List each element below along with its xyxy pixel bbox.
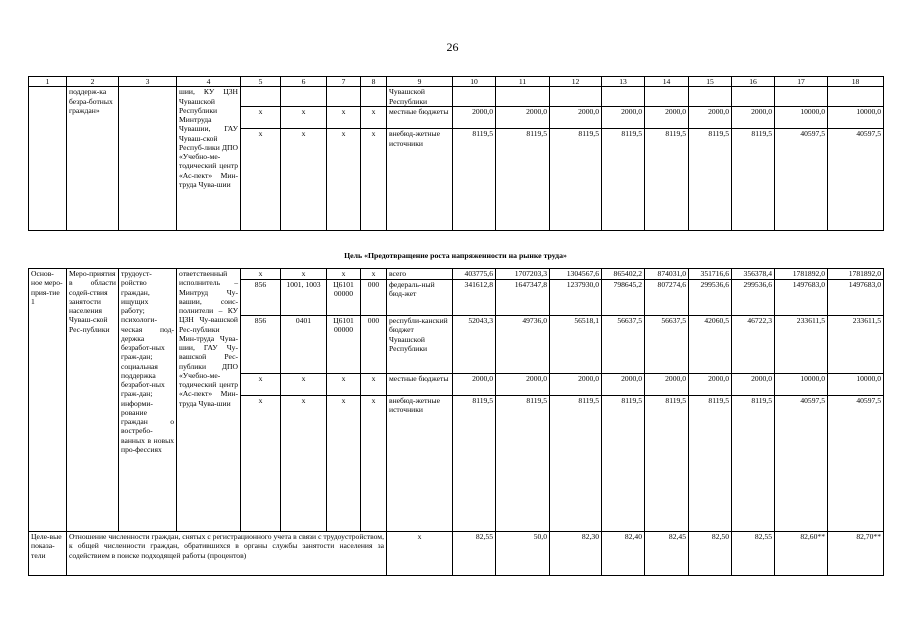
value-cell: 1497683,0 (775, 280, 828, 316)
col-header: 3 (119, 77, 177, 87)
value-cell: 82,70** (828, 532, 884, 576)
value-cell: 233611,5 (775, 316, 828, 374)
col-header: 7 (327, 77, 361, 87)
col-header: 17 (775, 77, 828, 87)
cell: х (241, 129, 281, 231)
value-cell: 8119,5 (689, 129, 732, 231)
value-cell (732, 87, 775, 107)
value-cell: 2000,0 (645, 107, 689, 129)
cell: х (361, 396, 387, 532)
value-cell: 82,30 (550, 532, 602, 576)
value-cell: 82,50 (689, 532, 732, 576)
cell: 000 (361, 316, 387, 374)
value-cell (775, 87, 828, 107)
cell: х (361, 269, 387, 280)
col-header: 11 (496, 77, 550, 87)
value-cell: 52043,3 (453, 316, 496, 374)
value-cell: 10000,0 (828, 374, 884, 396)
value-cell (496, 87, 550, 107)
value-cell: 40597,5 (828, 129, 884, 231)
value-cell: 40597,5 (775, 129, 828, 231)
col-header: 6 (281, 77, 327, 87)
col-header: 15 (689, 77, 732, 87)
cell (281, 87, 327, 107)
value-cell: 2000,0 (453, 107, 496, 129)
measure-name: Меро-приятия в области содей-ствия занятости населения Чуваш-ской Рес-публики (67, 269, 119, 532)
cell: х (387, 532, 453, 576)
col-header: 8 (361, 77, 387, 87)
value-cell: 2000,0 (496, 107, 550, 129)
funding-source: Чувашской Республики (387, 87, 453, 107)
measure-name: поддерж-ка безра-ботных граждан» (67, 87, 119, 231)
value-cell: 40597,5 (775, 396, 828, 532)
value-cell: 865402,2 (602, 269, 645, 280)
value-cell: 798645,2 (602, 280, 645, 316)
funding-source: федераль-ный бюд-жет (387, 280, 453, 316)
value-cell: 2000,0 (550, 374, 602, 396)
value-cell: 299536,6 (689, 280, 732, 316)
value-cell: 49736,0 (496, 316, 550, 374)
cell (327, 87, 361, 107)
cell: х (327, 396, 361, 532)
col-header: 13 (602, 77, 645, 87)
cell (241, 87, 281, 107)
col-header: 18 (828, 77, 884, 87)
cell: х (241, 374, 281, 396)
cell: 856 (241, 316, 281, 374)
value-cell (828, 87, 884, 107)
col-header: 1 (29, 77, 67, 87)
cell (361, 87, 387, 107)
cell: х (361, 107, 387, 129)
cell: х (361, 129, 387, 231)
value-cell: 82,40 (602, 532, 645, 576)
value-cell (550, 87, 602, 107)
value-cell (689, 87, 732, 107)
cell: 0401 (281, 316, 327, 374)
value-cell: 2000,0 (732, 374, 775, 396)
cell: 856 (241, 280, 281, 316)
cell: Ц6101 00000 (327, 316, 361, 374)
col-header: 14 (645, 77, 689, 87)
expected-results: трудоуст-ройство граждан, ищущих работу; психологи-ческая под-держка безработ-ных граж-дан; социальная поддержка безработ-ных граж-дан; информи-рование граждан о востребо-ванных в новых про-фессиях (119, 269, 177, 532)
cell: х (327, 269, 361, 280)
value-cell: 8119,5 (645, 129, 689, 231)
funding-source: местные бюджеты (387, 107, 453, 129)
value-cell: 8119,5 (645, 396, 689, 532)
value-cell: 2000,0 (645, 374, 689, 396)
value-cell: 50,0 (496, 532, 550, 576)
value-cell: 56637,5 (602, 316, 645, 374)
value-cell: 8119,5 (453, 396, 496, 532)
cell: х (281, 269, 327, 280)
value-cell (453, 87, 496, 107)
value-cell: 807274,6 (645, 280, 689, 316)
target-indicator-description: Отношение численности граждан, снятых с регистрационного учета в связи с трудоустройством, к общей численности граждан, обратившихся в органы службы занятости населения за содействием в поиске подходящей работы (процентов) (67, 532, 387, 576)
col-header: 10 (453, 77, 496, 87)
value-cell: 299536,6 (732, 280, 775, 316)
value-cell: 403775,6 (453, 269, 496, 280)
value-cell: 874031,0 (645, 269, 689, 280)
executors: шии, КУ ЦЗН Чувашской Республики Минтруда Чувашии, ГАУ Чуваш-ской Респуб-лики ДПО «Учебно-ме-тодический центр «Ас-пект» Мин-труда Чува-шии (177, 87, 241, 231)
value-cell: 46722,3 (732, 316, 775, 374)
value-cell: 8119,5 (550, 129, 602, 231)
col-header: 2 (67, 77, 119, 87)
cell: х (281, 374, 327, 396)
value-cell: 1497683,0 (828, 280, 884, 316)
value-cell: 356378,4 (732, 269, 775, 280)
col-header: 4 (177, 77, 241, 87)
funding-source: республи-канский бюджет Чувашской Республики (387, 316, 453, 374)
value-cell: 2000,0 (732, 107, 775, 129)
col-header: 9 (387, 77, 453, 87)
value-cell (645, 87, 689, 107)
funding-source: внебюд-жетные источники (387, 396, 453, 532)
cell (119, 87, 177, 231)
col-header: 12 (550, 77, 602, 87)
cell: 000 (361, 280, 387, 316)
cell: х (241, 396, 281, 532)
funding-source: местные бюджеты (387, 374, 453, 396)
value-cell: 2000,0 (453, 374, 496, 396)
cell (29, 87, 67, 231)
funding-source: внебюд-жетные источники (387, 129, 453, 231)
col-header: 5 (241, 77, 281, 87)
target-indicator-row (29, 532, 884, 576)
executors: ответственный исполнитель – Минтруд Чу-вашии, соис-полнители – КУ ЦЗН Чу-вашской Рес-публики Мин-труда Чува-шии, ГАУ Чу-вашской Рес-публики ДПО «Учебно-ме-тодический центр «Ас-пект» Мин-труда Чува-шии (177, 269, 241, 532)
value-cell: 56637,5 (645, 316, 689, 374)
value-cell: 2000,0 (689, 374, 732, 396)
cell: х (327, 129, 361, 231)
column-number-row (29, 77, 884, 87)
cell: х (361, 374, 387, 396)
budget-table-continuation (28, 76, 884, 231)
value-cell: 8119,5 (602, 129, 645, 231)
value-cell: 8119,5 (453, 129, 496, 231)
value-cell: 82,55 (732, 532, 775, 576)
value-cell: 82,55 (453, 532, 496, 576)
value-cell (602, 87, 645, 107)
funding-source: всего (387, 269, 453, 280)
value-cell: 8119,5 (689, 396, 732, 532)
value-cell: 10000,0 (828, 107, 884, 129)
value-cell: 42060,5 (689, 316, 732, 374)
cell: х (281, 129, 327, 231)
page-number: 26 (446, 40, 459, 54)
goal-heading: Цель «Предотвращение роста напряженности на рынке труда» (344, 251, 567, 260)
cell: х (281, 396, 327, 532)
cell: х (327, 107, 361, 129)
value-cell: 8119,5 (496, 129, 550, 231)
value-cell: 56518,1 (550, 316, 602, 374)
value-cell: 40597,5 (828, 396, 884, 532)
value-cell: 8119,5 (732, 129, 775, 231)
value-cell: 351716,6 (689, 269, 732, 280)
cell: х (241, 269, 281, 280)
value-cell: 1781892,0 (828, 269, 884, 280)
value-cell: 341612,8 (453, 280, 496, 316)
value-cell: 10000,0 (775, 374, 828, 396)
value-cell: 2000,0 (550, 107, 602, 129)
value-cell: 1237930,0 (550, 280, 602, 316)
main-activity-label: Основ-ное меро-прия-тие 1 (29, 269, 67, 532)
cell: х (281, 107, 327, 129)
col-header: 16 (732, 77, 775, 87)
value-cell: 8119,5 (496, 396, 550, 532)
table-row (29, 87, 884, 107)
value-cell: 1304567,6 (550, 269, 602, 280)
cell: х (241, 107, 281, 129)
target-indicators-label: Целе-вые показа-тели (29, 532, 67, 576)
cell: х (327, 374, 361, 396)
cell: 1001, 1003 (281, 280, 327, 316)
value-cell: 82,45 (645, 532, 689, 576)
table-row (29, 269, 884, 280)
budget-table-main (28, 268, 884, 576)
value-cell: 10000,0 (775, 107, 828, 129)
value-cell: 2000,0 (602, 107, 645, 129)
value-cell: 2000,0 (602, 374, 645, 396)
value-cell: 2000,0 (496, 374, 550, 396)
value-cell: 1647347,8 (496, 280, 550, 316)
value-cell: 233611,5 (828, 316, 884, 374)
cell: Ц6101 00000 (327, 280, 361, 316)
value-cell: 1781892,0 (775, 269, 828, 280)
value-cell: 2000,0 (689, 107, 732, 129)
value-cell: 8119,5 (732, 396, 775, 532)
value-cell: 8119,5 (602, 396, 645, 532)
value-cell: 82,60** (775, 532, 828, 576)
value-cell: 8119,5 (550, 396, 602, 532)
value-cell: 1707203,3 (496, 269, 550, 280)
